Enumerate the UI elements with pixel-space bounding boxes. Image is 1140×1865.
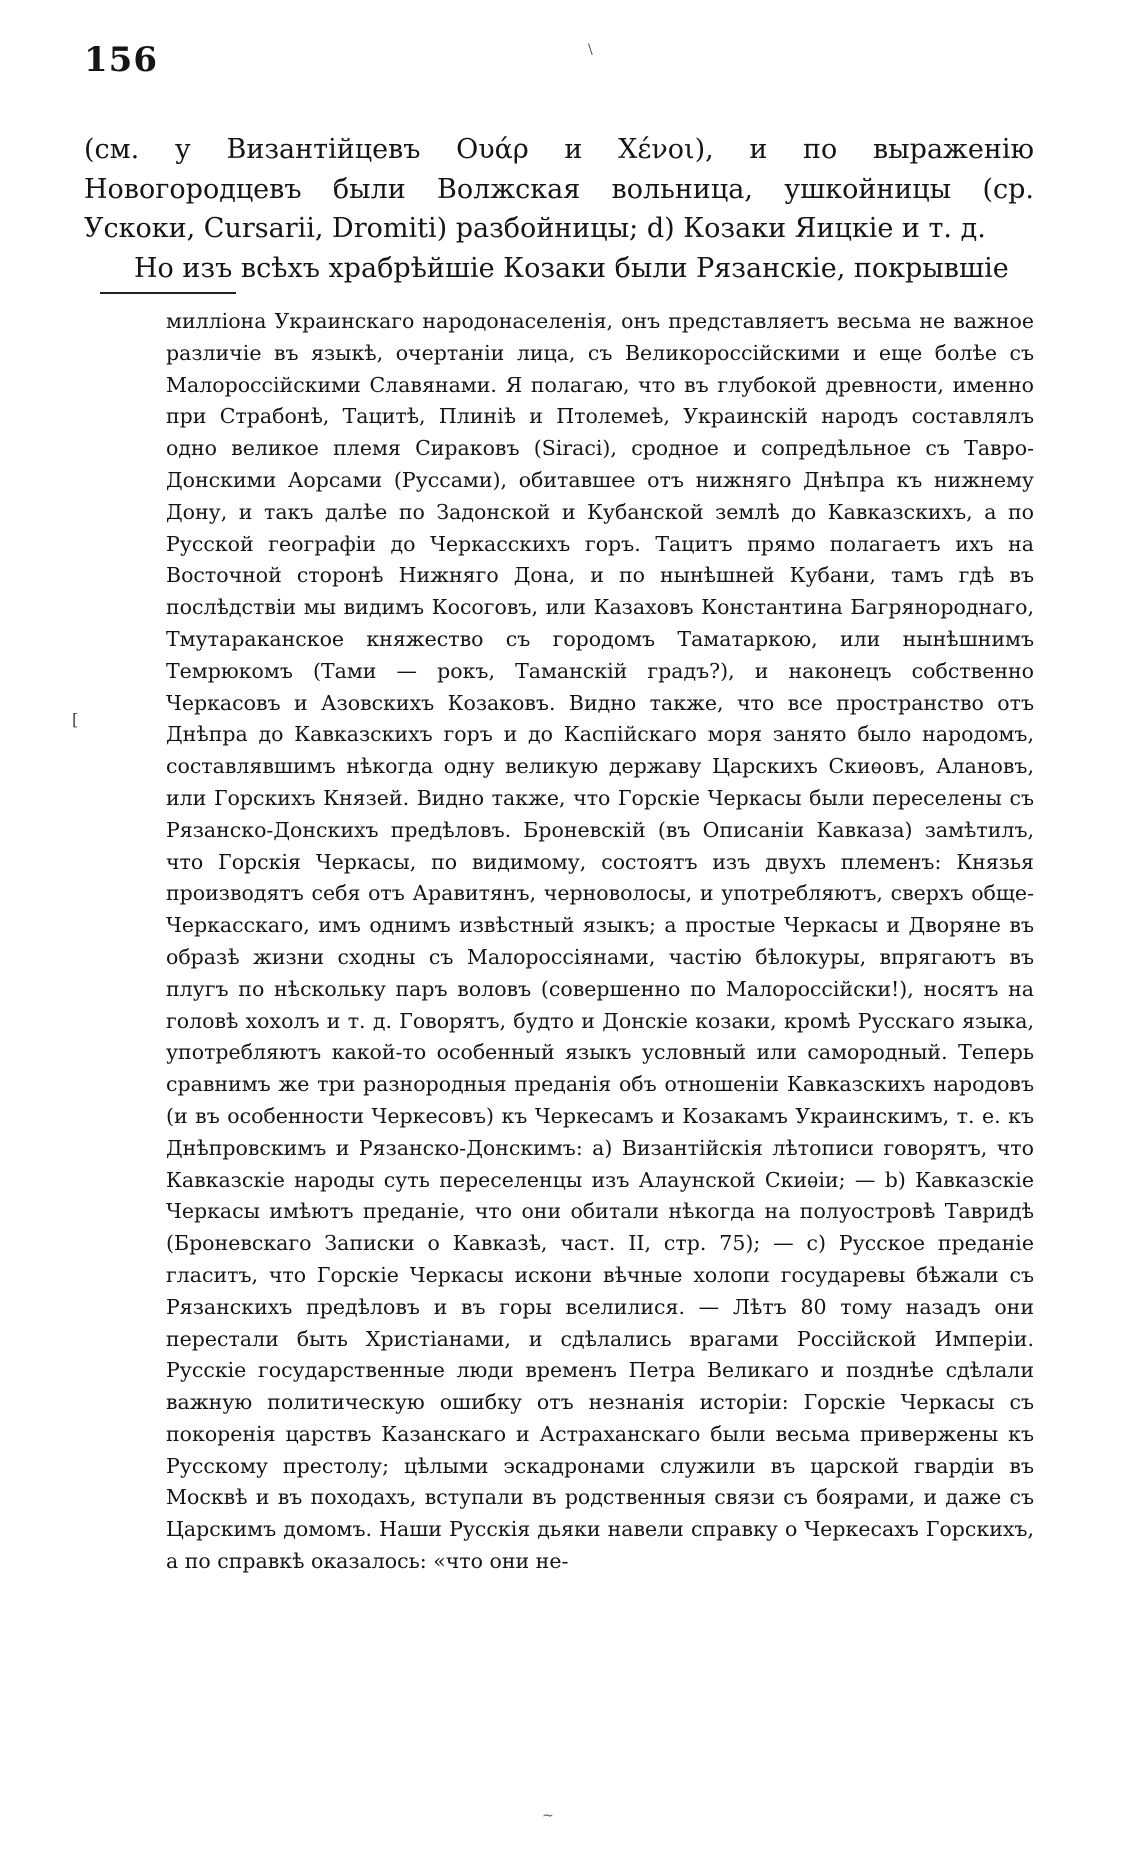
scan-speck: \ [588, 42, 593, 58]
main-text [84, 130, 1034, 288]
main-paragraph-new: Но изъ всѣхъ храбрѣйшіе Козаки были Рязанскіе, покрывшіе [134, 252, 1009, 284]
margin-mark: [ [72, 710, 79, 729]
footnote [166, 306, 1034, 1578]
scan-speck: ~ [542, 1808, 554, 1824]
footnote-separator [100, 292, 236, 294]
footnote-paragraph: милліона Украинскаго народонаселенія, онъ представляетъ весьма не важное различіе въ языкѣ, очертаніи лица, съ Великороссійскими и еще болѣе съ Малороссійскими Славянами. Я полагаю, что въ глубокой древности, именно при Страбонѣ, Тацитѣ, Плиніѣ и Птолемеѣ, Украинскій народъ составлялъ одно великое племя Сираковъ (Siraci), сродное и сопредѣльное съ Тавро-Донскими Аорсами (Руссами), обитавшее отъ нижняго Днѣпра къ нижнему Дону, и такъ далѣе по Задонской и Кубанской землѣ до Кавказскихъ, а по Русской географіи до Черкасскихъ горъ. Тацитъ прямо полагаетъ ихъ на Восточной сторонѣ Нижняго Дона, и по нынѣшней Кубани, тамъ гдѣ въ послѣдствіи мы видимъ Косоговъ, или Казаховъ Константина Багрянороднаго, Тмутараканское княжество съ городомъ Таматаркою, или нынѣшнимъ Темрюкомъ (Тами — рокъ, Таманскій градъ?), и наконецъ собственно Черкасовъ и Азовскихъ Козаковъ. Видно также, что все пространство отъ Днѣпра до Кавказскихъ горъ и до Каспійскаго моря занято было народомъ, составлявшимъ нѣкогда одну великую державу Царскихъ Скиѳовъ, Алановъ, или Горскихъ Князей. Видно также, что Горскіе Черкасы были переселены съ Рязанско-Донскихъ предѣловъ. Броневскій (въ Описаніи Кавказа) замѣтилъ, что Горскія Черкасы, по видимому, состоятъ изъ двухъ племенъ: Князья производятъ себя отъ Аравитянъ, черноволосы, и употребляютъ, сверхъ обще-Черкасскаго, имъ однимъ извѣстный языкъ; а простые Черкасы и Дворяне въ образѣ жизни сходны съ Малороссіянами, частію бѣлокуры, впрягаютъ въ плугъ по нѣскольку паръ воловъ (совершенно по Малороссійски!), носятъ на головѣ хохолъ и т. д. Говорятъ, будто и Донскіе козаки, кромѣ Русскаго языка, употребляютъ какой-то особенный языкъ условный или самородный. Теперь сравнимъ же три разнородныя преданія объ отношеніи Кавказскихъ народовъ (и въ особенности Черкесовъ) къ Черкесамъ и Козакамъ Украинскимъ, т. е. къ Днѣпровскимъ и Рязанско-Донскимъ: a) Византійскія лѣтописи говорятъ, что Кавказскіе народы суть переселенцы изъ Алаунской Скиѳіи; — b) Кавказскіе Черкасы имѣютъ преданіе, что они обитали нѣкогда на полуостровѣ Тавридѣ (Броневскаго Записки о Кавказѣ, част. II, стр. 75); — c) Русское преданіе гласитъ, что Горскіе Черкасы искони вѣчные холопи государевы бѣжали съ Рязанскихъ предѣловъ и въ горы вселилися. — Лѣтъ 80 тому назадъ они перестали быть Христіанами, и сдѣлались врагами Россійской Имперіи. Русскіе государственные люди временъ Петра Великаго и позднѣе сдѣлали важную политическую ошибку отъ незнанія исторіи: Горскіе Черкасы съ покоренія царствъ Казанскаго и Астраханскаго были весьма привержены къ Русскому престолу; цѣлыми эскадронами служили въ царской гвардіи въ Москвѣ и въ походахъ, вступали въ родственныя связи съ боярами, и даже съ Царскимъ домомъ. Наши Русскія дьяки навели справку о Черкесахъ Горскихъ, а по справкѣ оказалось: «что они не- [166, 309, 1034, 1574]
page-number: 156 [84, 40, 158, 80]
main-paragraph-continued: (см. у Византійцевъ Ουάρ и Χένοι), и по выраженію Новогородцевъ были Волжская вольница, ушкойницы (ср. Ускоки, Cursarii, Dromiti) разбойницы; d) Козаки Яицкіе и т. д. [84, 134, 1034, 244]
